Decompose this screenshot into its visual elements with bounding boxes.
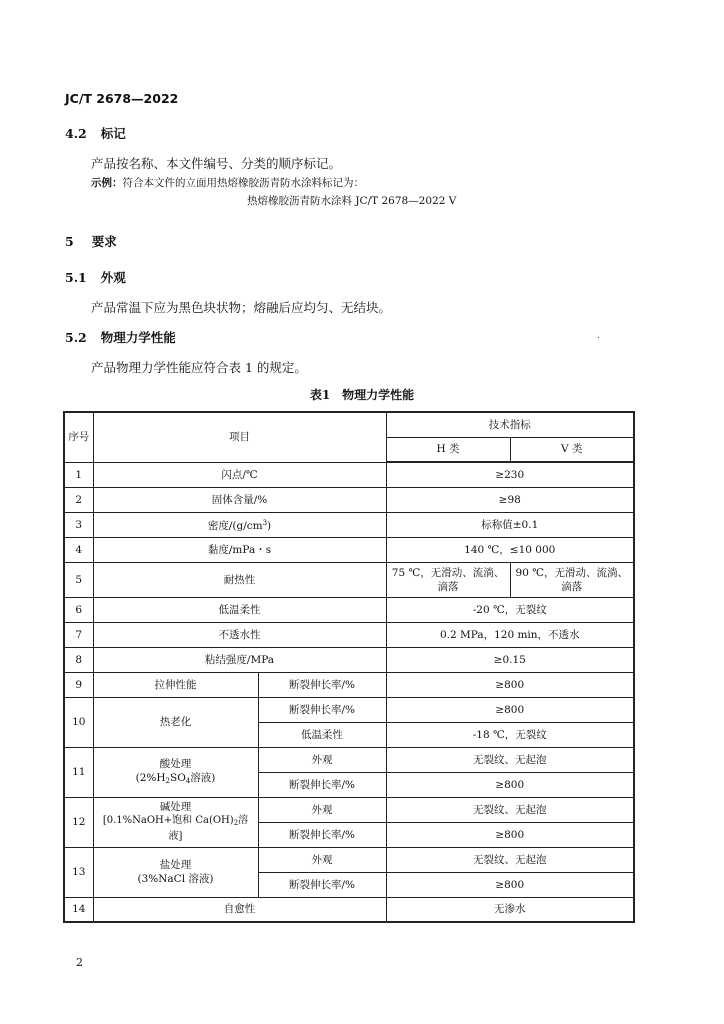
row-no: 2 bbox=[64, 487, 93, 512]
table-row bbox=[64, 512, 634, 537]
table-row bbox=[64, 462, 634, 487]
row-no: 1 bbox=[64, 462, 93, 487]
section-5-heading bbox=[65, 232, 117, 250]
item-text: 溶液) bbox=[190, 771, 216, 784]
item-superscript: 3 bbox=[262, 519, 268, 527]
section-5-2-body: 产品物理力学性能应符合表 1 的规定。 bbox=[91, 360, 307, 375]
item-line bbox=[97, 771, 255, 788]
document-code: JC/T 2678—2022 bbox=[65, 91, 179, 106]
row-subitem: 断裂伸长率/% bbox=[258, 672, 386, 697]
row-subitem: 外观 bbox=[258, 847, 386, 872]
row-no: 12 bbox=[64, 797, 93, 847]
row-no: 6 bbox=[64, 597, 93, 622]
row-value: ≥0.15 bbox=[386, 647, 634, 672]
row-item: 闪点/℃ bbox=[93, 462, 386, 487]
row-no: 9 bbox=[64, 672, 93, 697]
row-value: ≥98 bbox=[386, 487, 634, 512]
row-value: 0.2 MPa，120 min，不透水 bbox=[386, 622, 634, 647]
row-value: 140 ℃，≤10 000 bbox=[386, 537, 634, 562]
row-item: 黏度/mPa・s bbox=[93, 537, 386, 562]
section-title: 外观 bbox=[100, 270, 126, 285]
row-value: ≥800 bbox=[386, 697, 634, 722]
item-subscript: 2 bbox=[165, 776, 170, 785]
item-line: 碱处理 bbox=[159, 801, 192, 813]
physical-properties-table bbox=[63, 411, 635, 923]
item-line: 盐处理 bbox=[159, 859, 192, 871]
table-row bbox=[64, 897, 634, 922]
table-row bbox=[64, 647, 634, 672]
row-no: 5 bbox=[64, 562, 93, 597]
table-row bbox=[64, 622, 634, 647]
table-row bbox=[64, 697, 634, 722]
row-item: 热老化 bbox=[93, 697, 258, 747]
item-subscript: 2 bbox=[233, 819, 239, 827]
item-text: 密度/(g/cm bbox=[207, 520, 263, 532]
row-value: 无裂纹、无起泡 bbox=[386, 847, 634, 872]
section-5-1-heading bbox=[65, 268, 126, 286]
row-value: -18 ℃，无裂纹 bbox=[386, 722, 634, 747]
section-5-2-heading bbox=[65, 328, 176, 346]
row-item bbox=[93, 512, 386, 537]
item-text: [0.1%NaOH+饱和 Ca(OH) bbox=[102, 815, 234, 826]
row-no: 13 bbox=[64, 847, 93, 897]
header-spec: 技术指标 bbox=[386, 412, 634, 437]
row-item bbox=[93, 797, 258, 847]
row-value: 无裂纹、无起泡 bbox=[386, 797, 634, 822]
header-item: 项目 bbox=[93, 412, 386, 462]
row-subitem: 外观 bbox=[258, 797, 386, 822]
row-subitem: 断裂伸长率/% bbox=[258, 822, 386, 847]
row-no: 3 bbox=[64, 512, 93, 537]
table-row bbox=[64, 847, 634, 872]
item-text: SO bbox=[170, 771, 186, 784]
row-no: 11 bbox=[64, 747, 93, 797]
section-number: 5.2 bbox=[65, 330, 87, 345]
example-line bbox=[91, 175, 364, 190]
table-caption: 表1 物理力学性能 bbox=[309, 388, 415, 402]
row-item: 耐热性 bbox=[93, 562, 386, 597]
row-value: 标称值±0.1 bbox=[386, 512, 634, 537]
row-value-v: 90 ℃，无滑动、流淌、滴落 bbox=[510, 562, 634, 597]
stray-mark: . bbox=[597, 331, 600, 341]
section-title: 物理力学性能 bbox=[100, 330, 176, 345]
table-row bbox=[64, 562, 634, 597]
table-row bbox=[64, 487, 634, 512]
section-5-1-body: 产品常温下应为黑色块状物；熔融后应均匀、无结块。 bbox=[91, 300, 392, 315]
example-label: 示例： bbox=[91, 177, 123, 189]
row-value: ≥800 bbox=[386, 672, 634, 697]
row-no: 8 bbox=[64, 647, 93, 672]
section-4-2-body: 产品按名称、本文件编号、分类的顺序标记。 bbox=[91, 156, 342, 171]
row-subitem: 外观 bbox=[258, 747, 386, 772]
row-item: 不透水性 bbox=[93, 622, 386, 647]
item-line bbox=[97, 814, 255, 844]
section-4-2-heading bbox=[65, 124, 126, 142]
item-text: (2%H bbox=[135, 771, 166, 784]
header-h-class: H 类 bbox=[386, 437, 510, 462]
section-title: 要求 bbox=[91, 234, 117, 249]
row-subitem: 低温柔性 bbox=[258, 722, 386, 747]
row-value: ≥800 bbox=[386, 822, 634, 847]
row-no: 7 bbox=[64, 622, 93, 647]
section-number: 4.2 bbox=[65, 126, 87, 141]
row-value: 无裂纹、无起泡 bbox=[386, 747, 634, 772]
row-subitem: 断裂伸长率/% bbox=[258, 872, 386, 897]
table-row bbox=[64, 537, 634, 562]
row-item bbox=[93, 847, 258, 897]
table-row bbox=[64, 597, 634, 622]
item-text: ) bbox=[267, 520, 272, 532]
row-value: ≥800 bbox=[386, 872, 634, 897]
row-subitem: 断裂伸长率/% bbox=[258, 772, 386, 797]
section-number: 5 bbox=[65, 234, 74, 249]
row-value: ≥800 bbox=[386, 772, 634, 797]
row-value: ≥230 bbox=[386, 462, 634, 487]
page-number: 2 bbox=[76, 956, 83, 969]
row-value: -20 ℃，无裂纹 bbox=[386, 597, 634, 622]
row-subitem: 断裂伸长率/% bbox=[258, 697, 386, 722]
item-line: 酸处理 bbox=[159, 757, 192, 770]
header-no: 序号 bbox=[64, 412, 93, 462]
table-row bbox=[64, 797, 634, 822]
row-item: 拉伸性能 bbox=[93, 672, 258, 697]
row-value-h: 75 ℃，无滑动、流淌、滴落 bbox=[386, 562, 510, 597]
header-v-class: V 类 bbox=[510, 437, 634, 462]
row-item bbox=[93, 747, 258, 797]
row-item: 低温柔性 bbox=[93, 597, 386, 622]
row-no: 4 bbox=[64, 537, 93, 562]
section-title: 标记 bbox=[100, 126, 126, 141]
table-row bbox=[64, 672, 634, 697]
row-no: 10 bbox=[64, 697, 93, 747]
example-text: 符合本文件的立面用热熔橡胶沥青防水涂料标记为： bbox=[122, 177, 364, 189]
example-mark: 热熔橡胶沥青防水涂料 JC/T 2678—2022 V bbox=[247, 195, 457, 207]
row-item: 粘结强度/MPa bbox=[93, 647, 386, 672]
section-number: 5.1 bbox=[65, 270, 87, 285]
table-row bbox=[64, 747, 634, 772]
row-item: 自愈性 bbox=[93, 897, 386, 922]
item-text: 溶液] bbox=[168, 815, 249, 842]
row-value: 无渗水 bbox=[386, 897, 634, 922]
row-item: 固体含量/% bbox=[93, 487, 386, 512]
item-line: (3%NaCl 溶液) bbox=[137, 873, 214, 885]
row-no: 14 bbox=[64, 897, 93, 922]
item-subscript: 4 bbox=[185, 776, 191, 785]
